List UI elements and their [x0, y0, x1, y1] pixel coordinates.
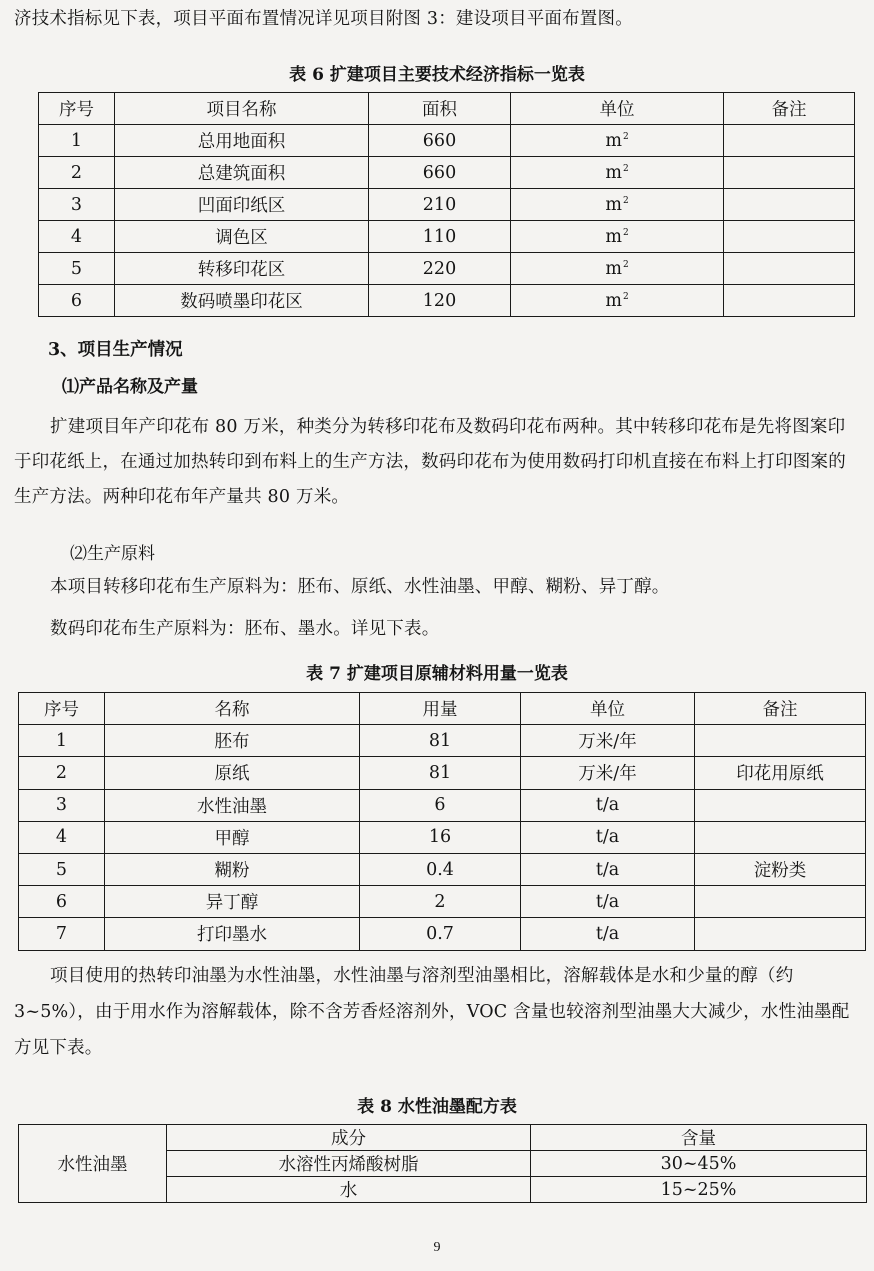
table6-header: 项目名称 [115, 93, 369, 125]
table-row [19, 886, 866, 918]
table6-unit [511, 125, 724, 157]
unit-superscript: 2 [622, 131, 629, 142]
table7-header: 用量 [360, 693, 521, 725]
table8 [18, 1124, 867, 1203]
table7-qty: 0.7 [360, 918, 521, 950]
table6-area: 110 [369, 221, 511, 253]
table6-no: 1 [39, 125, 115, 157]
table6-header: 序号 [39, 93, 115, 125]
table7-note [695, 918, 866, 950]
table-row [19, 789, 866, 821]
table7-note [695, 789, 866, 821]
table6-area: 660 [369, 125, 511, 157]
table8-content: 15~25% [531, 1177, 867, 1203]
table8-group-label: 水性油墨 [19, 1125, 167, 1203]
table6-area: 660 [369, 157, 511, 189]
section3-heading: 3、项目生产情况 [48, 340, 183, 360]
table6-note [724, 189, 855, 221]
unit-superscript: 2 [622, 259, 629, 270]
unit-superscript: 2 [622, 291, 629, 302]
unit-superscript: 2 [622, 163, 629, 174]
table7-qty: 16 [360, 821, 521, 853]
table-row [19, 918, 866, 950]
table7-note [695, 821, 866, 853]
table6-note [724, 253, 855, 285]
table7-no: 4 [19, 821, 105, 853]
table7-qty: 6 [360, 789, 521, 821]
table7-qty: 81 [360, 725, 521, 757]
table-row [19, 821, 866, 853]
table6-name: 调色区 [115, 221, 369, 253]
table6-header: 单位 [511, 93, 724, 125]
table-row [39, 253, 855, 285]
table7-unit: 万米/年 [521, 757, 695, 789]
page-number: 9 [433, 1240, 441, 1255]
table6-area: 220 [369, 253, 511, 285]
table7-no: 7 [19, 918, 105, 950]
table6-no: 2 [39, 157, 115, 189]
table6-name: 转移印花区 [115, 253, 369, 285]
table8-component: 水 [167, 1177, 531, 1203]
table6-area: 210 [369, 189, 511, 221]
table7-header-row [19, 693, 866, 725]
table6-area: 120 [369, 285, 511, 317]
table6-caption: 表 6 扩建项目主要技术经济指标一览表 [289, 65, 585, 85]
intro-line: 济技术指标见下表，项目平面布置情况详见项目附图 3：建设项目平面布置图。 [14, 9, 633, 29]
table7-name: 异丁醇 [105, 886, 360, 918]
table7-qty: 2 [360, 886, 521, 918]
table6-name: 数码喷墨印花区 [115, 285, 369, 317]
table7-name: 甲醇 [105, 821, 360, 853]
table7 [18, 692, 866, 951]
table-row [19, 757, 866, 789]
unit-superscript: 2 [622, 195, 629, 206]
table6 [38, 92, 855, 317]
table6-no: 6 [39, 285, 115, 317]
table6-unit [511, 189, 724, 221]
table8-header: 成分 [167, 1125, 531, 1151]
table7-note: 淀粉类 [695, 853, 866, 885]
table6-name: 总建筑面积 [115, 157, 369, 189]
table7-no: 5 [19, 853, 105, 885]
table6-note [724, 125, 855, 157]
unit-base: m [605, 226, 622, 247]
table7-header: 单位 [521, 693, 695, 725]
table6-unit [511, 285, 724, 317]
table6-unit [511, 157, 724, 189]
table6-no: 3 [39, 189, 115, 221]
table8-component: 水溶性丙烯酸树脂 [167, 1151, 531, 1177]
unit-base: m [605, 162, 622, 183]
table7-unit: t/a [521, 886, 695, 918]
table7-name: 打印墨水 [105, 918, 360, 950]
section3-subheading-products: ⑴产品名称及产量 [62, 377, 198, 397]
unit-base: m [605, 290, 622, 311]
table-row [19, 725, 866, 757]
unit-superscript: 2 [622, 227, 629, 238]
table6-unit [511, 253, 724, 285]
unit-base: m [605, 258, 622, 279]
table6-no: 4 [39, 221, 115, 253]
table6-name: 凹面印纸区 [115, 189, 369, 221]
table7-note [695, 725, 866, 757]
table6-note [724, 221, 855, 253]
table7-caption: 表 7 扩建项目原辅材料用量一览表 [306, 664, 568, 684]
table7-name: 水性油墨 [105, 789, 360, 821]
table7-no: 2 [19, 757, 105, 789]
table7-header: 名称 [105, 693, 360, 725]
unit-base: m [605, 130, 622, 151]
table8-content: 30~45% [531, 1151, 867, 1177]
table8-header: 含量 [531, 1125, 867, 1151]
unit-base: m [605, 194, 622, 215]
table6-header-row [39, 93, 855, 125]
table-row [39, 221, 855, 253]
table-row [39, 125, 855, 157]
table7-no: 6 [19, 886, 105, 918]
table7-name: 胚布 [105, 725, 360, 757]
table7-header: 序号 [19, 693, 105, 725]
table7-name: 原纸 [105, 757, 360, 789]
table7-unit: t/a [521, 853, 695, 885]
table7-header: 备注 [695, 693, 866, 725]
table6-note [724, 285, 855, 317]
table-row [39, 189, 855, 221]
table7-note: 印花用原纸 [695, 757, 866, 789]
table6-unit [511, 221, 724, 253]
section3-subheading-materials: ⑵生产原料 [70, 544, 155, 564]
table7-unit: t/a [521, 918, 695, 950]
section3-paragraph-materials-a: 本项目转移印花布生产原料为：胚布、原纸、水性油墨、甲醇、糊粉、异丁醇。 [50, 577, 670, 597]
table7-unit: 万米/年 [521, 725, 695, 757]
table7-qty: 81 [360, 757, 521, 789]
table7-qty: 0.4 [360, 853, 521, 885]
table7-no: 1 [19, 725, 105, 757]
table8-caption: 表 8 水性油墨配方表 [357, 1097, 517, 1117]
table-row [39, 285, 855, 317]
ink-paragraph: 项目使用的热转印油墨为水性油墨，水性油墨与溶剂型油墨相比，溶解载体是水和少量的醇（约 3~5%），由于用水作为溶解载体，除不含芳香烃溶剂外，VOC 含量也较溶剂型油墨大大减少，水性油墨配方见下表。 [14, 966, 850, 1058]
table6-note [724, 157, 855, 189]
table7-note [695, 886, 866, 918]
table-row [19, 853, 866, 885]
table-row [39, 157, 855, 189]
table7-unit: t/a [521, 789, 695, 821]
section3-paragraph-materials-b: 数码印花布生产原料为：胚布、墨水。详见下表。 [50, 619, 440, 639]
table7-no: 3 [19, 789, 105, 821]
table6-name: 总用地面积 [115, 125, 369, 157]
table8-header-row [19, 1125, 867, 1151]
table7-name: 糊粉 [105, 853, 360, 885]
section3-paragraph-products: 扩建项目年产印花布 80 万米，种类分为转移印花布及数码印花布两种。其中转移印花布是先将图案印于印花纸上，在通过加热转印到布料上的生产方法，数码印花布为使用数码打印机直接在布料上打印图案的生产方法。两种印花布年产量共 80 万米。 [14, 417, 846, 507]
table7-unit: t/a [521, 821, 695, 853]
table6-header: 备注 [724, 93, 855, 125]
table6-header: 面积 [369, 93, 511, 125]
table6-no: 5 [39, 253, 115, 285]
